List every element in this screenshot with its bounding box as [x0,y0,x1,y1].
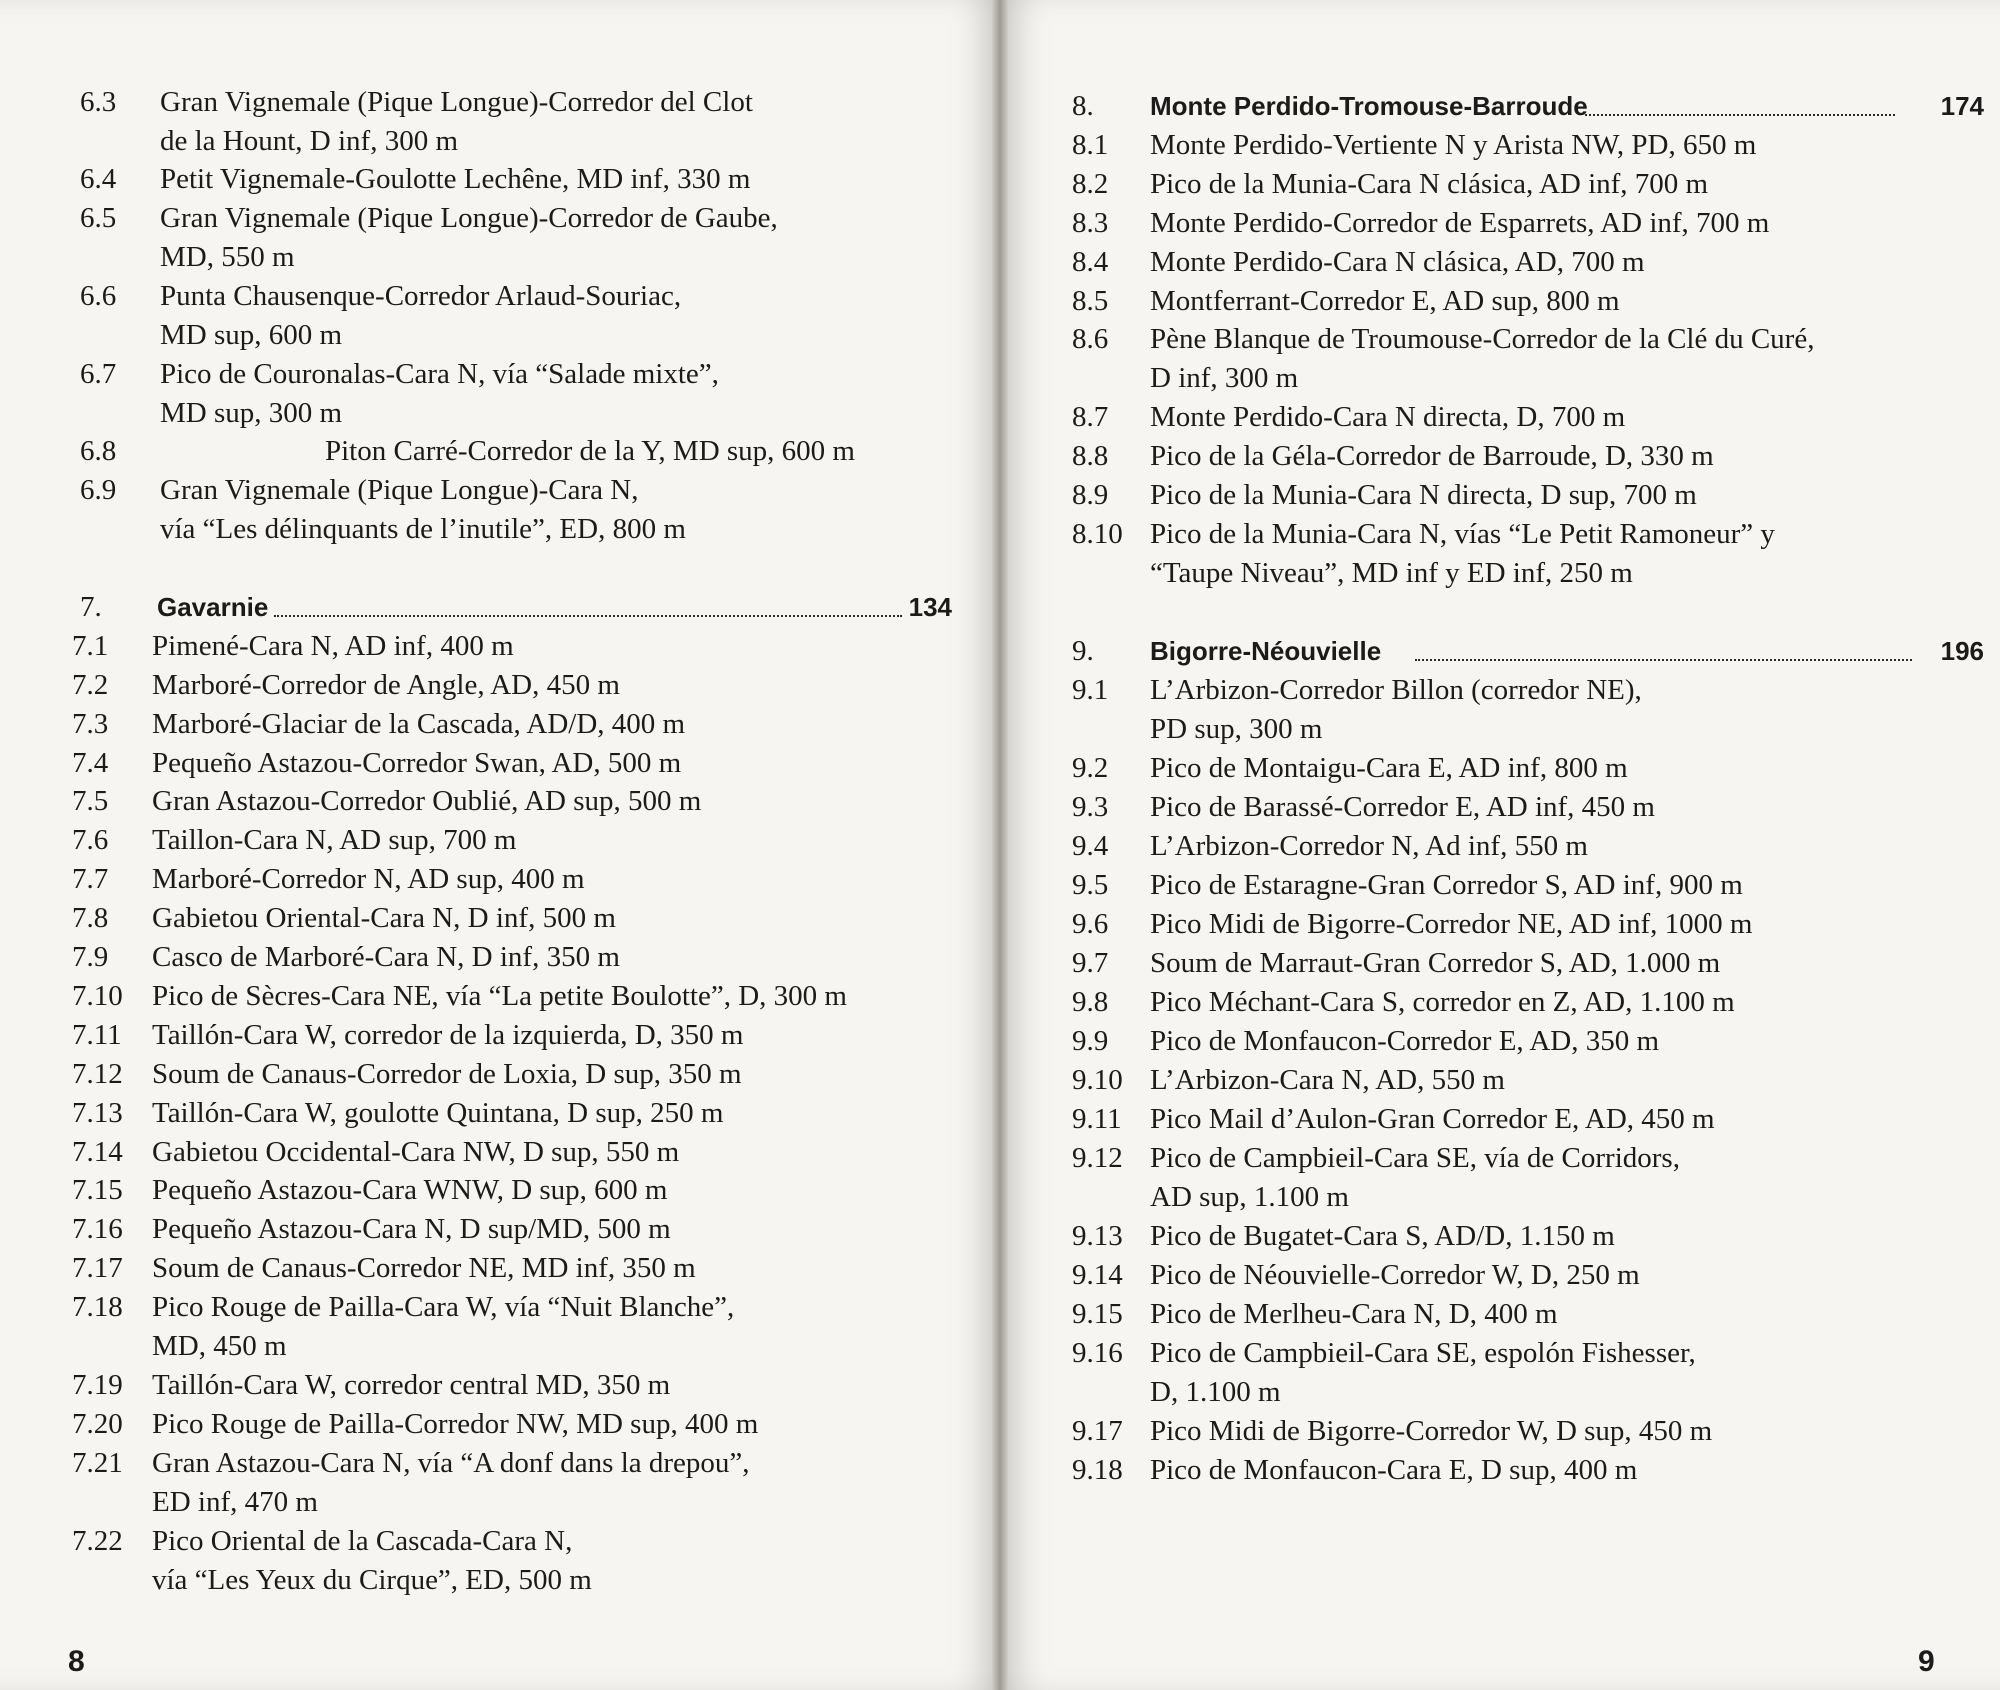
entry-text: Pico Méchant-Cara S, corredor en Z, AD, 1.100 m [1150,986,1735,1018]
entry-number: 7.22 [72,1525,123,1557]
entry-number: 9.18 [1072,1454,1123,1486]
entry-number: 7.2 [72,669,109,701]
entry-text: Monte Perdido-Cara N directa, D, 700 m [1150,401,1626,433]
dot-leader [1585,114,1895,116]
entry-text: Gran Vignemale (Pique Longue)-Corredor del Clot [160,86,753,118]
entry-number: 6.6 [80,280,117,312]
entry-text: vía “Les délinquants de l’inutile”, ED, 800 m [160,513,686,545]
page-number-left: 8 [68,1645,85,1678]
entry-number: 7.21 [72,1447,123,1479]
entry-text: Gran Astazou-Corredor Oublié, AD sup, 500 m [152,785,702,817]
entry-number: 7.16 [72,1213,123,1245]
entry-number: 8.9 [1072,479,1109,511]
entry-text: MD, 550 m [160,241,295,273]
entry-number: 9.11 [1072,1103,1122,1135]
entry-number: 7.15 [72,1174,123,1206]
entry-text: Gabietou Oriental-Cara N, D inf, 500 m [152,902,616,934]
entry-number: 9.9 [1072,1025,1109,1057]
entry-text: D inf, 300 m [1150,362,1299,394]
section-page-number: 174 [1940,91,1984,121]
entry-number: 6.5 [80,202,117,234]
entry-text: Pico de Néouvielle-Corredor W, D, 250 m [1150,1259,1640,1291]
entry-text: Pico Oriental de la Cascada-Cara N, [152,1525,573,1557]
entry-text: D, 1.100 m [1150,1376,1281,1408]
entry-number: 8.4 [1072,246,1109,278]
entry-text: Taillón-Cara W, goulotte Quintana, D sup, 250 m [152,1097,724,1129]
section-title: Bigorre-Néouvielle [1150,636,1382,666]
section-number: 9. [1072,635,1094,667]
entry-number: 6.3 [80,86,117,118]
entry-number: 7.11 [72,1019,122,1051]
entry-text: PD sup, 300 m [1150,713,1323,745]
entry-text: Pico de Barassé-Corredor E, AD inf, 450 m [1150,791,1655,823]
entry-number: 8.3 [1072,207,1109,239]
entry-text: Pico de la Munia-Cara N, vías “Le Petit Ramoneur” y [1150,518,1775,550]
entry-text: MD, 450 m [152,1330,287,1362]
entry-number: 8.6 [1072,323,1109,355]
entry-text: Marboré-Corredor de Angle, AD, 450 m [152,669,620,701]
entry-text: Pico de Campbieil-Cara SE, vía de Corridors, [1150,1142,1680,1174]
entry-text: Pico de la Munia-Cara N directa, D sup, 700 m [1150,479,1697,511]
entry-number: 7.7 [72,863,109,895]
entry-text: Pimené-Cara N, AD inf, 400 m [152,630,514,662]
entry-number: 8.7 [1072,401,1109,433]
entry-text: Pico Midi de Bigorre-Corredor W, D sup, 450 m [1150,1415,1713,1447]
entry-text: Pequeño Astazou-Cara N, D sup/MD, 500 m [152,1213,671,1245]
entry-text: Monte Perdido-Corredor de Esparrets, AD inf, 700 m [1150,207,1770,239]
entry-number: 9.8 [1072,986,1109,1018]
entry-number: 7.6 [72,824,109,856]
entry-number: 6.4 [80,163,117,195]
entry-text: Piton Carré-Corredor de la Y, MD sup, 600 m [325,435,855,467]
section-page-number: 196 [1940,636,1984,666]
entry-text: MD sup, 600 m [160,319,343,351]
entry-text: L’Arbizon-Corredor N, Ad inf, 550 m [1150,830,1588,862]
entry-number: 9.16 [1072,1337,1123,1369]
entry-text: Pico de Montaigu-Cara E, AD inf, 800 m [1150,752,1628,784]
entry-number: 7.10 [72,980,123,1012]
entry-number: 9.5 [1072,869,1109,901]
entry-text: Marboré-Glaciar de la Cascada, AD/D, 400 m [152,708,686,740]
entry-text: Monte Perdido-Vertiente N y Arista NW, PD, 650 m [1150,129,1757,161]
entry-text: Pico de Couronalas-Cara N, vía “Salade mixte”, [160,358,719,390]
entry-text: Pico de Estaragne-Gran Corredor S, AD inf, 900 m [1150,869,1743,901]
entry-text: Pico de Campbieil-Cara SE, espolón Fishesser, [1150,1337,1696,1369]
section-title: Gavarnie [157,592,269,622]
entry-number: 9.10 [1072,1064,1123,1096]
entry-number: 7.14 [72,1136,123,1168]
entry-text: Montferrant-Corredor E, AD sup, 800 m [1150,285,1620,317]
entry-text: Pequeño Astazou-Cara WNW, D sup, 600 m [152,1174,668,1206]
entry-text: Gran Vignemale (Pique Longue)-Cara N, [160,474,639,506]
entry-text: Petit Vignemale-Goulotte Lechêne, MD inf, 330 m [160,163,751,195]
entry-text: Taillon-Cara N, AD sup, 700 m [152,824,517,856]
entry-number: 9.7 [1072,947,1109,979]
entry-text: Casco de Marboré-Cara N, D inf, 350 m [152,941,620,973]
entry-text: Soum de Marraut-Gran Corredor S, AD, 1.000 m [1150,947,1721,979]
entry-number: 9.15 [1072,1298,1123,1330]
entry-text: vía “Les Yeux du Cirque”, ED, 500 m [152,1564,592,1596]
entry-text: AD sup, 1.100 m [1150,1181,1349,1213]
entry-text: Pico de Monfaucon-Cara E, D sup, 400 m [1150,1454,1638,1486]
entry-number: 7.12 [72,1058,123,1090]
entry-text: de la Hount, D inf, 300 m [160,125,459,157]
entry-number: 9.4 [1072,830,1109,862]
section-page-number: 134 [908,592,952,622]
dot-leader [274,615,902,617]
entry-number: 7.9 [72,941,109,973]
entry-text: Pico Rouge de Pailla-Cara W, vía “Nuit Blanche”, [152,1291,735,1323]
entry-text: Soum de Canaus-Corredor de Loxia, D sup, 350 m [152,1058,742,1090]
entry-text: Pico de Merlheu-Cara N, D, 400 m [1150,1298,1558,1330]
dot-leader [1415,659,1912,661]
section-number: 7. [80,591,102,623]
entry-number: 7.5 [72,785,109,817]
entry-number: 7.18 [72,1291,123,1323]
entry-number: 9.2 [1072,752,1109,784]
right-page [1000,0,2000,1690]
entry-number: 9.12 [1072,1142,1123,1174]
entry-text: Punta Chausenque-Corredor Arlaud-Souriac, [160,280,682,312]
entry-number: 9.17 [1072,1415,1123,1447]
entry-text: Pène Blanque de Troumouse-Corredor de la Clé du Curé, [1150,323,1815,355]
entry-text: Pico Mail d’Aulon-Gran Corredor E, AD, 450 m [1150,1103,1715,1135]
entry-number: 9.1 [1072,674,1109,706]
page-number-right: 9 [1918,1645,1935,1678]
entry-number: 7.8 [72,902,109,934]
entry-text: Monte Perdido-Cara N clásica, AD, 700 m [1150,246,1645,278]
entry-text: Marboré-Corredor N, AD sup, 400 m [152,863,585,895]
entry-text: ED inf, 470 m [152,1486,318,1518]
entry-text: L’Arbizon-Cara N, AD, 550 m [1150,1064,1505,1096]
entry-number: 8.5 [1072,285,1109,317]
entry-number: 8.2 [1072,168,1109,200]
entry-text: Pico de Bugatet-Cara S, AD/D, 1.150 m [1150,1220,1615,1252]
entry-number: 9.6 [1072,908,1109,940]
entry-text: Soum de Canaus-Corredor NE, MD inf, 350 m [152,1252,696,1284]
book-gutter [992,0,1008,1690]
entry-text: Taillón-Cara W, corredor de la izquierda, D, 350 m [152,1019,744,1051]
entry-text: Pico de la Munia-Cara N clásica, AD inf, 700 m [1150,168,1709,200]
entry-number: 7.13 [72,1097,123,1129]
entry-text: Pico de Monfaucon-Corredor E, AD, 350 m [1150,1025,1660,1057]
entry-number: 8.1 [1072,129,1109,161]
entry-number: 9.14 [1072,1259,1123,1291]
entry-number: 6.9 [80,474,117,506]
entry-number: 6.7 [80,358,117,390]
entry-text: Gran Astazou-Cara N, vía “A donf dans la drepou”, [152,1447,750,1479]
entry-text: MD sup, 300 m [160,397,343,429]
entry-text: L’Arbizon-Corredor Billon (corredor NE), [1150,674,1642,706]
entry-number: 7.20 [72,1408,123,1440]
entry-number: 7.19 [72,1369,123,1401]
entry-text: Pico Midi de Bigorre-Corredor NE, AD inf, 1000 m [1150,908,1753,940]
entry-number: 6.8 [80,435,117,467]
entry-number: 7.3 [72,708,109,740]
entry-text: Gran Vignemale (Pique Longue)-Corredor de Gaube, [160,202,778,234]
entry-number: 8.8 [1072,440,1109,472]
entry-text: Taillón-Cara W, corredor central MD, 350 m [152,1369,671,1401]
section-number: 8. [1072,90,1094,122]
section-title: Monte Perdido-Tromouse-Barroude [1150,91,1588,121]
entry-number: 7.4 [72,747,109,779]
entry-number: 8.10 [1072,518,1123,550]
entry-text: “Taupe Niveau”, MD inf y ED inf, 250 m [1150,557,1633,589]
entry-number: 7.17 [72,1252,123,1284]
entry-number: 9.13 [1072,1220,1123,1252]
entry-number: 9.3 [1072,791,1109,823]
entry-text: Pico de Sècres-Cara NE, vía “La petite Boulotte”, D, 300 m [152,980,847,1012]
entry-number: 7.1 [72,630,109,662]
entry-text: Pico Rouge de Pailla-Corredor NW, MD sup, 400 m [152,1408,759,1440]
entry-text: Gabietou Occidental-Cara NW, D sup, 550 m [152,1136,680,1168]
entry-text: Pequeño Astazou-Corredor Swan, AD, 500 m [152,747,682,779]
entry-text: Pico de la Géla-Corredor de Barroude, D, 330 m [1150,440,1714,472]
